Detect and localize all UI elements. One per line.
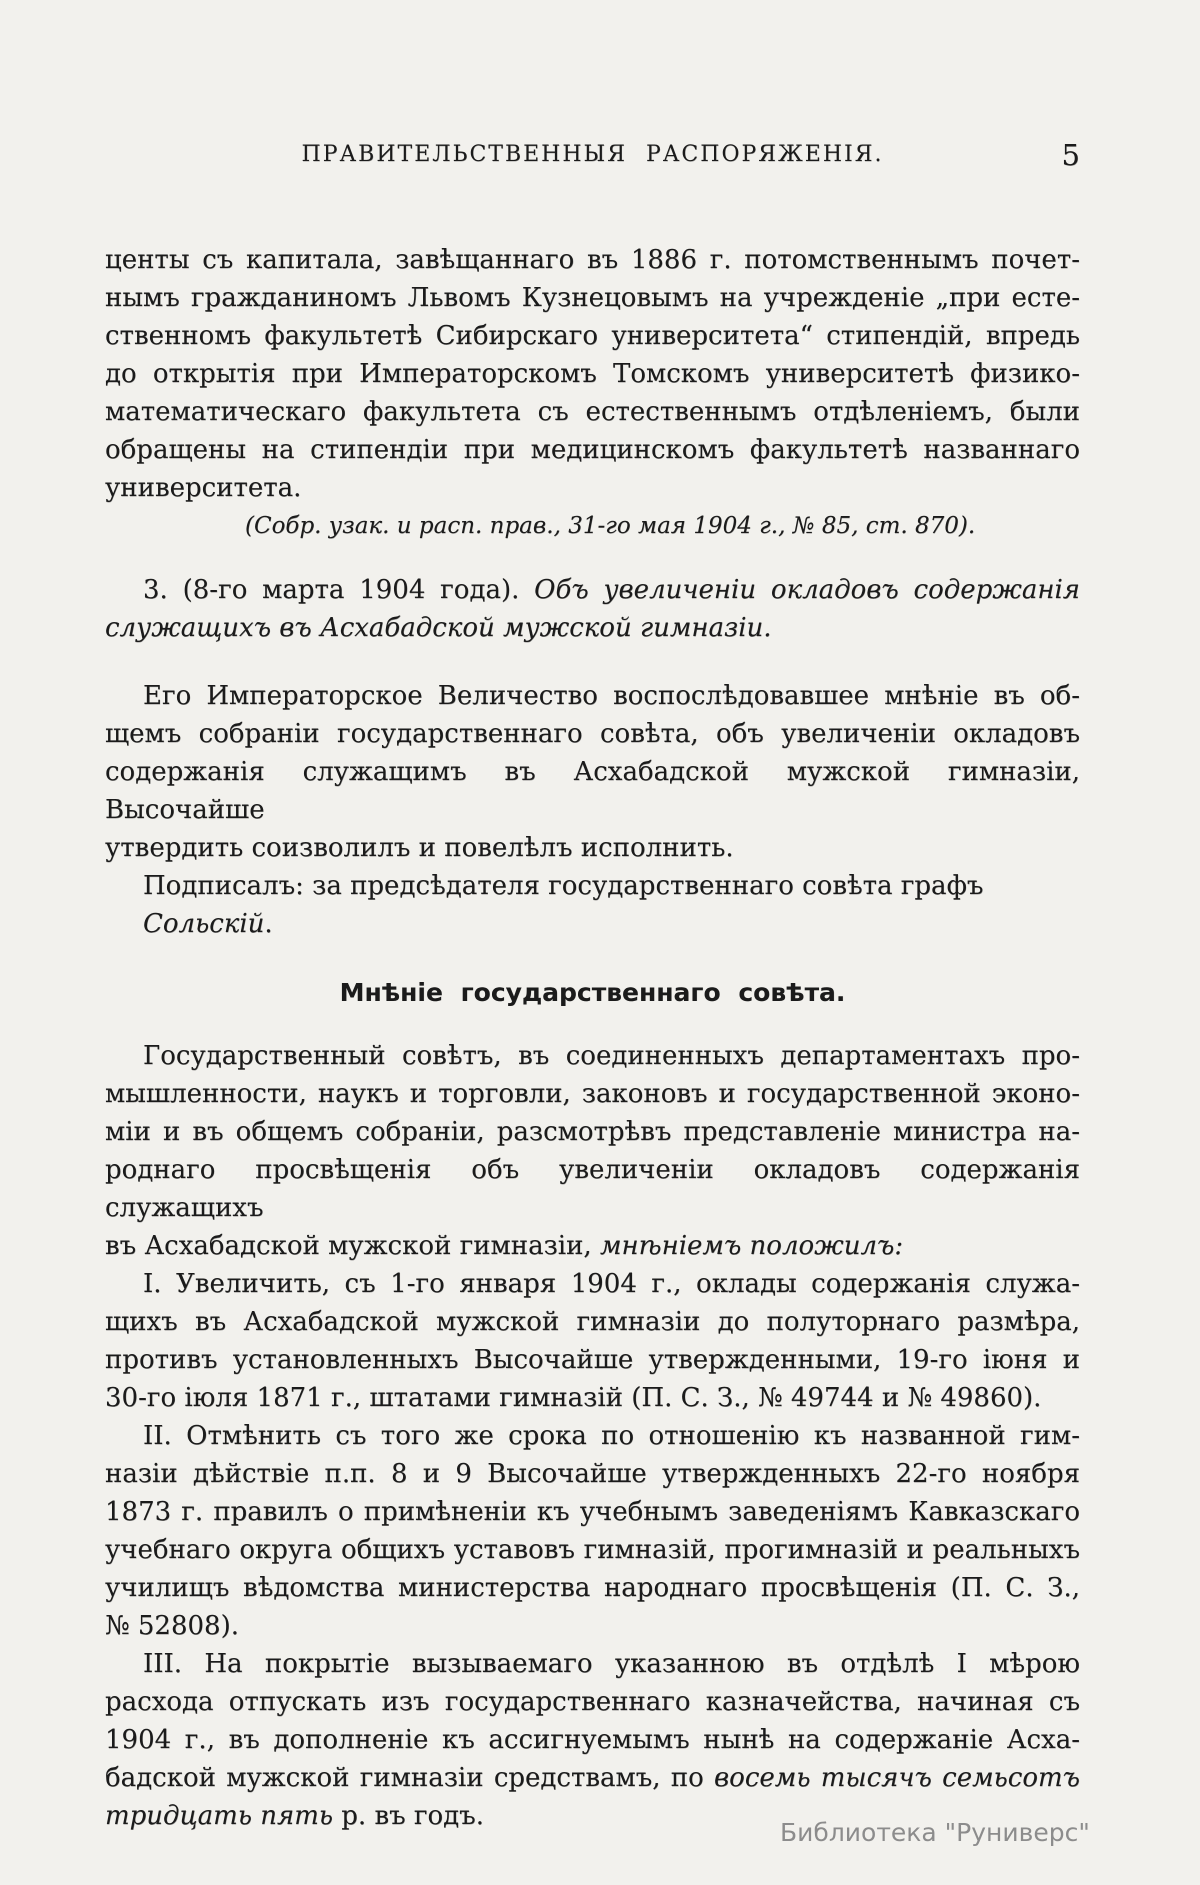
text-segment: Подписалъ: за предсѣдателя государственнаго совѣта графъ bbox=[143, 871, 984, 901]
text-line bbox=[105, 1265, 1080, 1303]
text-segment: утвердить соизволилъ и повелѣлъ исполнить. bbox=[105, 833, 734, 863]
text-segment: щемъ собраніи государственнаго совѣта, объ увеличеніи окладовъ bbox=[105, 719, 1080, 749]
text-line bbox=[105, 1037, 1080, 1075]
text-line bbox=[105, 1759, 1080, 1797]
text-line bbox=[105, 1493, 1080, 1531]
text-line bbox=[105, 571, 1080, 609]
text-segment: нымъ гражданиномъ Львомъ Кузнецовымъ на учрежденіе „при есте- bbox=[105, 283, 1080, 313]
text-line bbox=[105, 1455, 1080, 1493]
text-line bbox=[105, 1303, 1080, 1341]
text-line bbox=[105, 279, 1080, 317]
text-segment: мышленности, наукъ и торговли, законовъ и государственной эконо- bbox=[105, 1079, 1080, 1109]
paragraph-state-council bbox=[105, 1037, 1080, 1265]
text-line bbox=[105, 1645, 1080, 1683]
text-segment: № 52808). bbox=[105, 1611, 239, 1641]
text-segment: р. въ годъ. bbox=[333, 1801, 484, 1831]
text-segment: 1873 г. правилъ о примѣненіи къ учебнымъ заведеніямъ Кавказскаго bbox=[105, 1497, 1080, 1527]
page-body bbox=[105, 241, 1080, 1835]
text-segment: училищъ вѣдомства министерства народнаго просвѣщенія (П. С. З., bbox=[105, 1573, 1080, 1603]
paragraph-capital-bequest bbox=[105, 241, 1080, 507]
text-segment: 1904 г., въ дополненіе къ ассигнуемымъ нынѣ на содержаніе Асха- bbox=[105, 1725, 1080, 1755]
emphasized-text: служащихъ въ Асхабадской мужской гимназіи. bbox=[105, 613, 772, 643]
paragraph-signature bbox=[105, 867, 1080, 943]
text-line bbox=[105, 393, 1080, 431]
text-segment: въ Асхабадской мужской гимназіи, bbox=[105, 1231, 600, 1261]
text-line bbox=[105, 1683, 1080, 1721]
text-segment: до открытія при Императорскомъ Томскомъ университетѣ физико- bbox=[105, 359, 1080, 389]
text-segment: назіи дѣйствіе п.п. 8 и 9 Высочайше утвержденныхъ 22-го ноября bbox=[105, 1459, 1080, 1489]
text-segment: роднаго просвѣщенія объ увеличеніи окладовъ содержанія служащихъ bbox=[105, 1155, 1080, 1223]
text-segment: 30-го іюля 1871 г., штатами гимназій (П. С. З., № 49744 и № 49860). bbox=[105, 1383, 1042, 1413]
running-header-title: ПРАВИТЕЛЬСТВЕННЫЯ РАСПОРЯЖЕНІЯ. bbox=[301, 142, 884, 167]
text-line bbox=[105, 1379, 1080, 1417]
text-column bbox=[105, 0, 1080, 1835]
text-line bbox=[105, 1227, 1080, 1265]
text-line bbox=[105, 1113, 1080, 1151]
text-line bbox=[105, 609, 1080, 647]
text-line bbox=[105, 1341, 1080, 1379]
text-segment: противъ установленныхъ Высочайше утвержденными, 19-го іюня и bbox=[105, 1345, 1080, 1375]
text-segment: бадской мужской гимназіи средствамъ, по bbox=[105, 1763, 715, 1793]
emphasized-text: Объ увеличеніи окладовъ содержанія bbox=[534, 575, 1080, 605]
paragraph-item-III bbox=[105, 1645, 1080, 1835]
text-line bbox=[105, 1075, 1080, 1113]
text-segment: 3. (8-го марта 1904 года). bbox=[143, 575, 535, 605]
text-segment: расхода отпускать изъ государственнаго казначейства, начиная съ bbox=[105, 1687, 1080, 1717]
text-segment: учебнаго округа общихъ уставовъ гимназій, прогимназій и реальныхъ bbox=[105, 1535, 1080, 1565]
paragraph-item-3-title bbox=[105, 571, 1080, 647]
text-line bbox=[105, 317, 1080, 355]
paragraph-item-II bbox=[105, 1417, 1080, 1645]
text-line bbox=[105, 1569, 1080, 1607]
emphasized-text: мнѣніемъ положилъ: bbox=[599, 1231, 904, 1261]
text-segment: I. Увеличить, съ 1-го января 1904 г., оклады содержанія служа- bbox=[143, 1269, 1080, 1299]
emphasized-text: Сольскій bbox=[143, 909, 265, 939]
section-heading-council-opinion: Мнѣніе государственнаго совѣта. bbox=[339, 978, 846, 1007]
text-segment: . bbox=[264, 909, 273, 939]
text-segment: Его Императорское Величество воспослѣдовавшее мнѣніе въ об- bbox=[143, 681, 1080, 711]
text-line bbox=[105, 241, 1080, 279]
library-watermark: Библиотека "Руниверс" bbox=[780, 1818, 1090, 1847]
text-segment: міи и въ общемъ собраніи, разсмотрѣвъ представленіе министра на- bbox=[105, 1117, 1080, 1147]
text-line bbox=[105, 431, 1080, 469]
text-line bbox=[105, 469, 1080, 507]
text-line bbox=[105, 829, 1080, 867]
text-line bbox=[105, 715, 1080, 753]
emphasized-text: (Собр. узак. и расп. прав., 31-го мая 1904 г., № 85, ст. 870). bbox=[245, 513, 976, 539]
text-line bbox=[105, 507, 1080, 545]
text-line bbox=[105, 1417, 1080, 1455]
text-segment: центы съ капитала, завѣщаннаго въ 1886 г. потомственнымъ почет- bbox=[105, 245, 1080, 275]
paragraph-item-I bbox=[105, 1265, 1080, 1417]
text-segment: математическаго факультета съ естественнымъ отдѣленіемъ, были bbox=[105, 397, 1080, 427]
text-line bbox=[105, 867, 1080, 943]
text-segment: щихъ въ Асхабадской мужской гимназіи до полуторнаго размѣра, bbox=[105, 1307, 1080, 1337]
emphasized-text: тридцать пять bbox=[105, 1801, 334, 1831]
paragraph-imperial-approval bbox=[105, 677, 1080, 867]
citation-sobr-uzak bbox=[105, 507, 1080, 545]
text-segment: содержанія служащимъ въ Асхабадской мужской гимназіи, Высочайше bbox=[105, 757, 1080, 825]
text-line bbox=[105, 753, 1080, 829]
text-line bbox=[105, 1607, 1080, 1645]
text-segment: Государственный совѣтъ, въ соединенныхъ департаментахъ про- bbox=[143, 1041, 1080, 1071]
text-segment: III. На покрытіе вызываемаго указанною въ отдѣлѣ I мѣрою bbox=[143, 1649, 1080, 1679]
text-segment: II. Отмѣнить съ того же срока по отношенію къ названной гим- bbox=[143, 1421, 1080, 1451]
text-line bbox=[105, 1721, 1080, 1759]
emphasized-text: восемь тысячъ семьсотъ bbox=[714, 1763, 1080, 1793]
page-number: 5 bbox=[1061, 138, 1080, 172]
text-line bbox=[105, 677, 1080, 715]
text-line bbox=[105, 1151, 1080, 1227]
text-segment: университета. bbox=[105, 473, 302, 503]
text-line bbox=[105, 355, 1080, 393]
running-header bbox=[105, 136, 1080, 174]
text-segment: обращены на стипендіи при медицинскомъ факультетѣ названнаго bbox=[105, 435, 1080, 465]
text-segment: ственномъ факультетѣ Сибирскаго университета“ стипендій, впредь bbox=[105, 321, 1080, 351]
text-line bbox=[105, 1531, 1080, 1569]
